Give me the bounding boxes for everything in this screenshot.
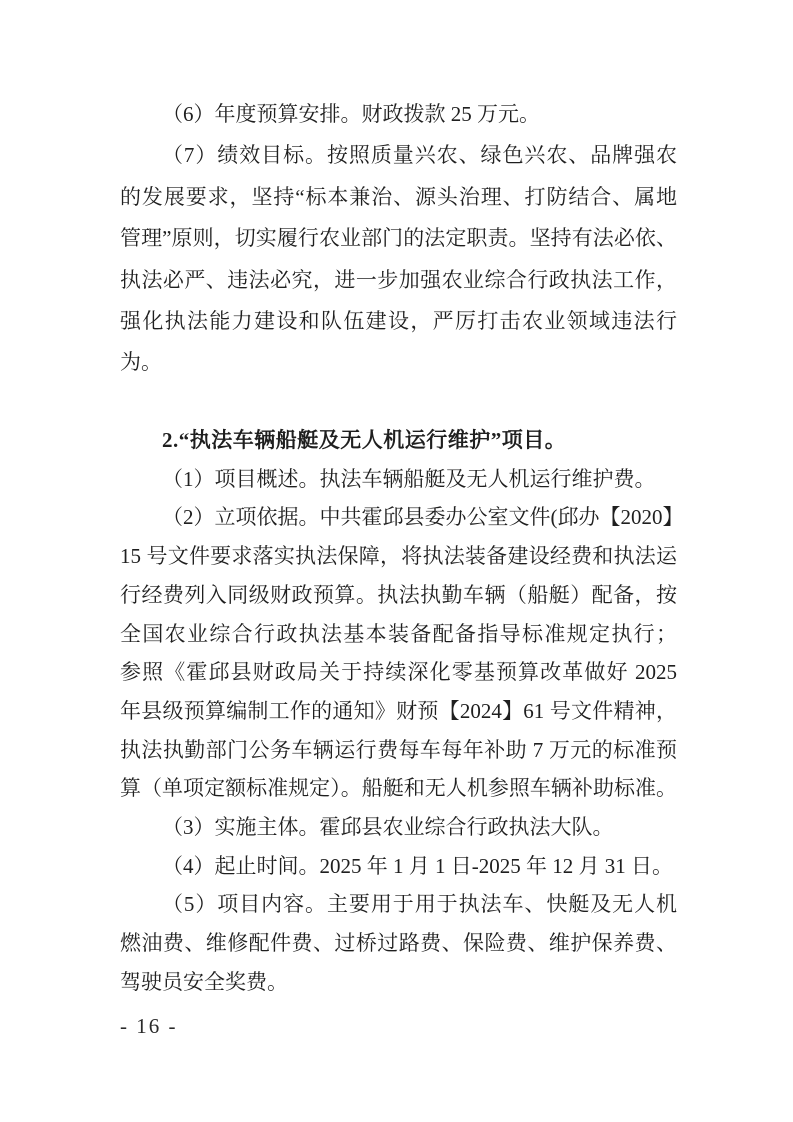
text-line: 燃油费、维修配件费、过桥过路费、保险费、维护保养费、: [120, 931, 677, 956]
text-line: 年县级预算编制工作的通知》财预【2024】61 号文件精神，: [120, 698, 677, 723]
paragraph-block-project2: [120, 421, 684, 1002]
text-line: （5）项目内容。主要用于用于执法车、快艇及无人机: [162, 892, 677, 917]
text-line: 执法执勤部门公务车辆运行费每车每年补助 7 万元的标准预: [120, 737, 677, 762]
text-line: 管理”原则，切实履行农业部门的法定职责。坚持有法必依、: [120, 226, 677, 251]
text-line: 参照《霍邱县财政局关于持续深化零基预算改革做好 2025: [120, 660, 677, 685]
text-line: 的发展要求，坚持“标本兼治、源头治理、打防结合、属地: [120, 184, 677, 209]
text-line: （4）起止时间。2025 年 1 月 1 日-2025 年 12 月 31 日。: [162, 853, 673, 878]
text-line: （6）年度预算安排。财政拨款 25 万元。: [162, 102, 540, 126]
text-line: （1）项目概述。执法车辆船艇及无人机运行维护费。: [162, 466, 656, 491]
paragraph-block-performance: [120, 94, 677, 384]
text-line: 算（单项定额标准规定）。船艇和无人机参照车辆补助标准。: [120, 776, 677, 801]
text-line: 执法必严、违法必究，进一步加强农业综合行政执法工作，: [120, 267, 677, 292]
text-line: （2）立项依据。中共霍邱县委办公室文件(邱办【2020】: [162, 505, 684, 530]
text-line: 15 号文件要求落实执法保障，将执法装备建设经费和执法运: [120, 544, 677, 569]
page-number: - 16 -: [120, 1014, 178, 1038]
text-line: （7）绩效目标。按照质量兴农、绿色兴农、品牌强农: [162, 143, 677, 168]
text-line: 驾驶员安全奖费。: [120, 969, 288, 994]
text-line: 强化执法能力建设和队伍建设，严厉打击农业领域违法行: [120, 309, 677, 334]
text-line: 全国农业综合行政执法基本装备配备指导标准规定执行；: [120, 621, 677, 646]
text-line: 行经费列入同级财政预算。执法执勤车辆（船艇）配备，按: [120, 582, 677, 607]
text-line: 为。: [120, 350, 162, 375]
text-line: （3）实施主体。霍邱县农业综合行政执法大队。: [162, 815, 614, 840]
section-heading: 2.“执法车辆船艇及无人机运行维护”项目。: [162, 428, 567, 452]
